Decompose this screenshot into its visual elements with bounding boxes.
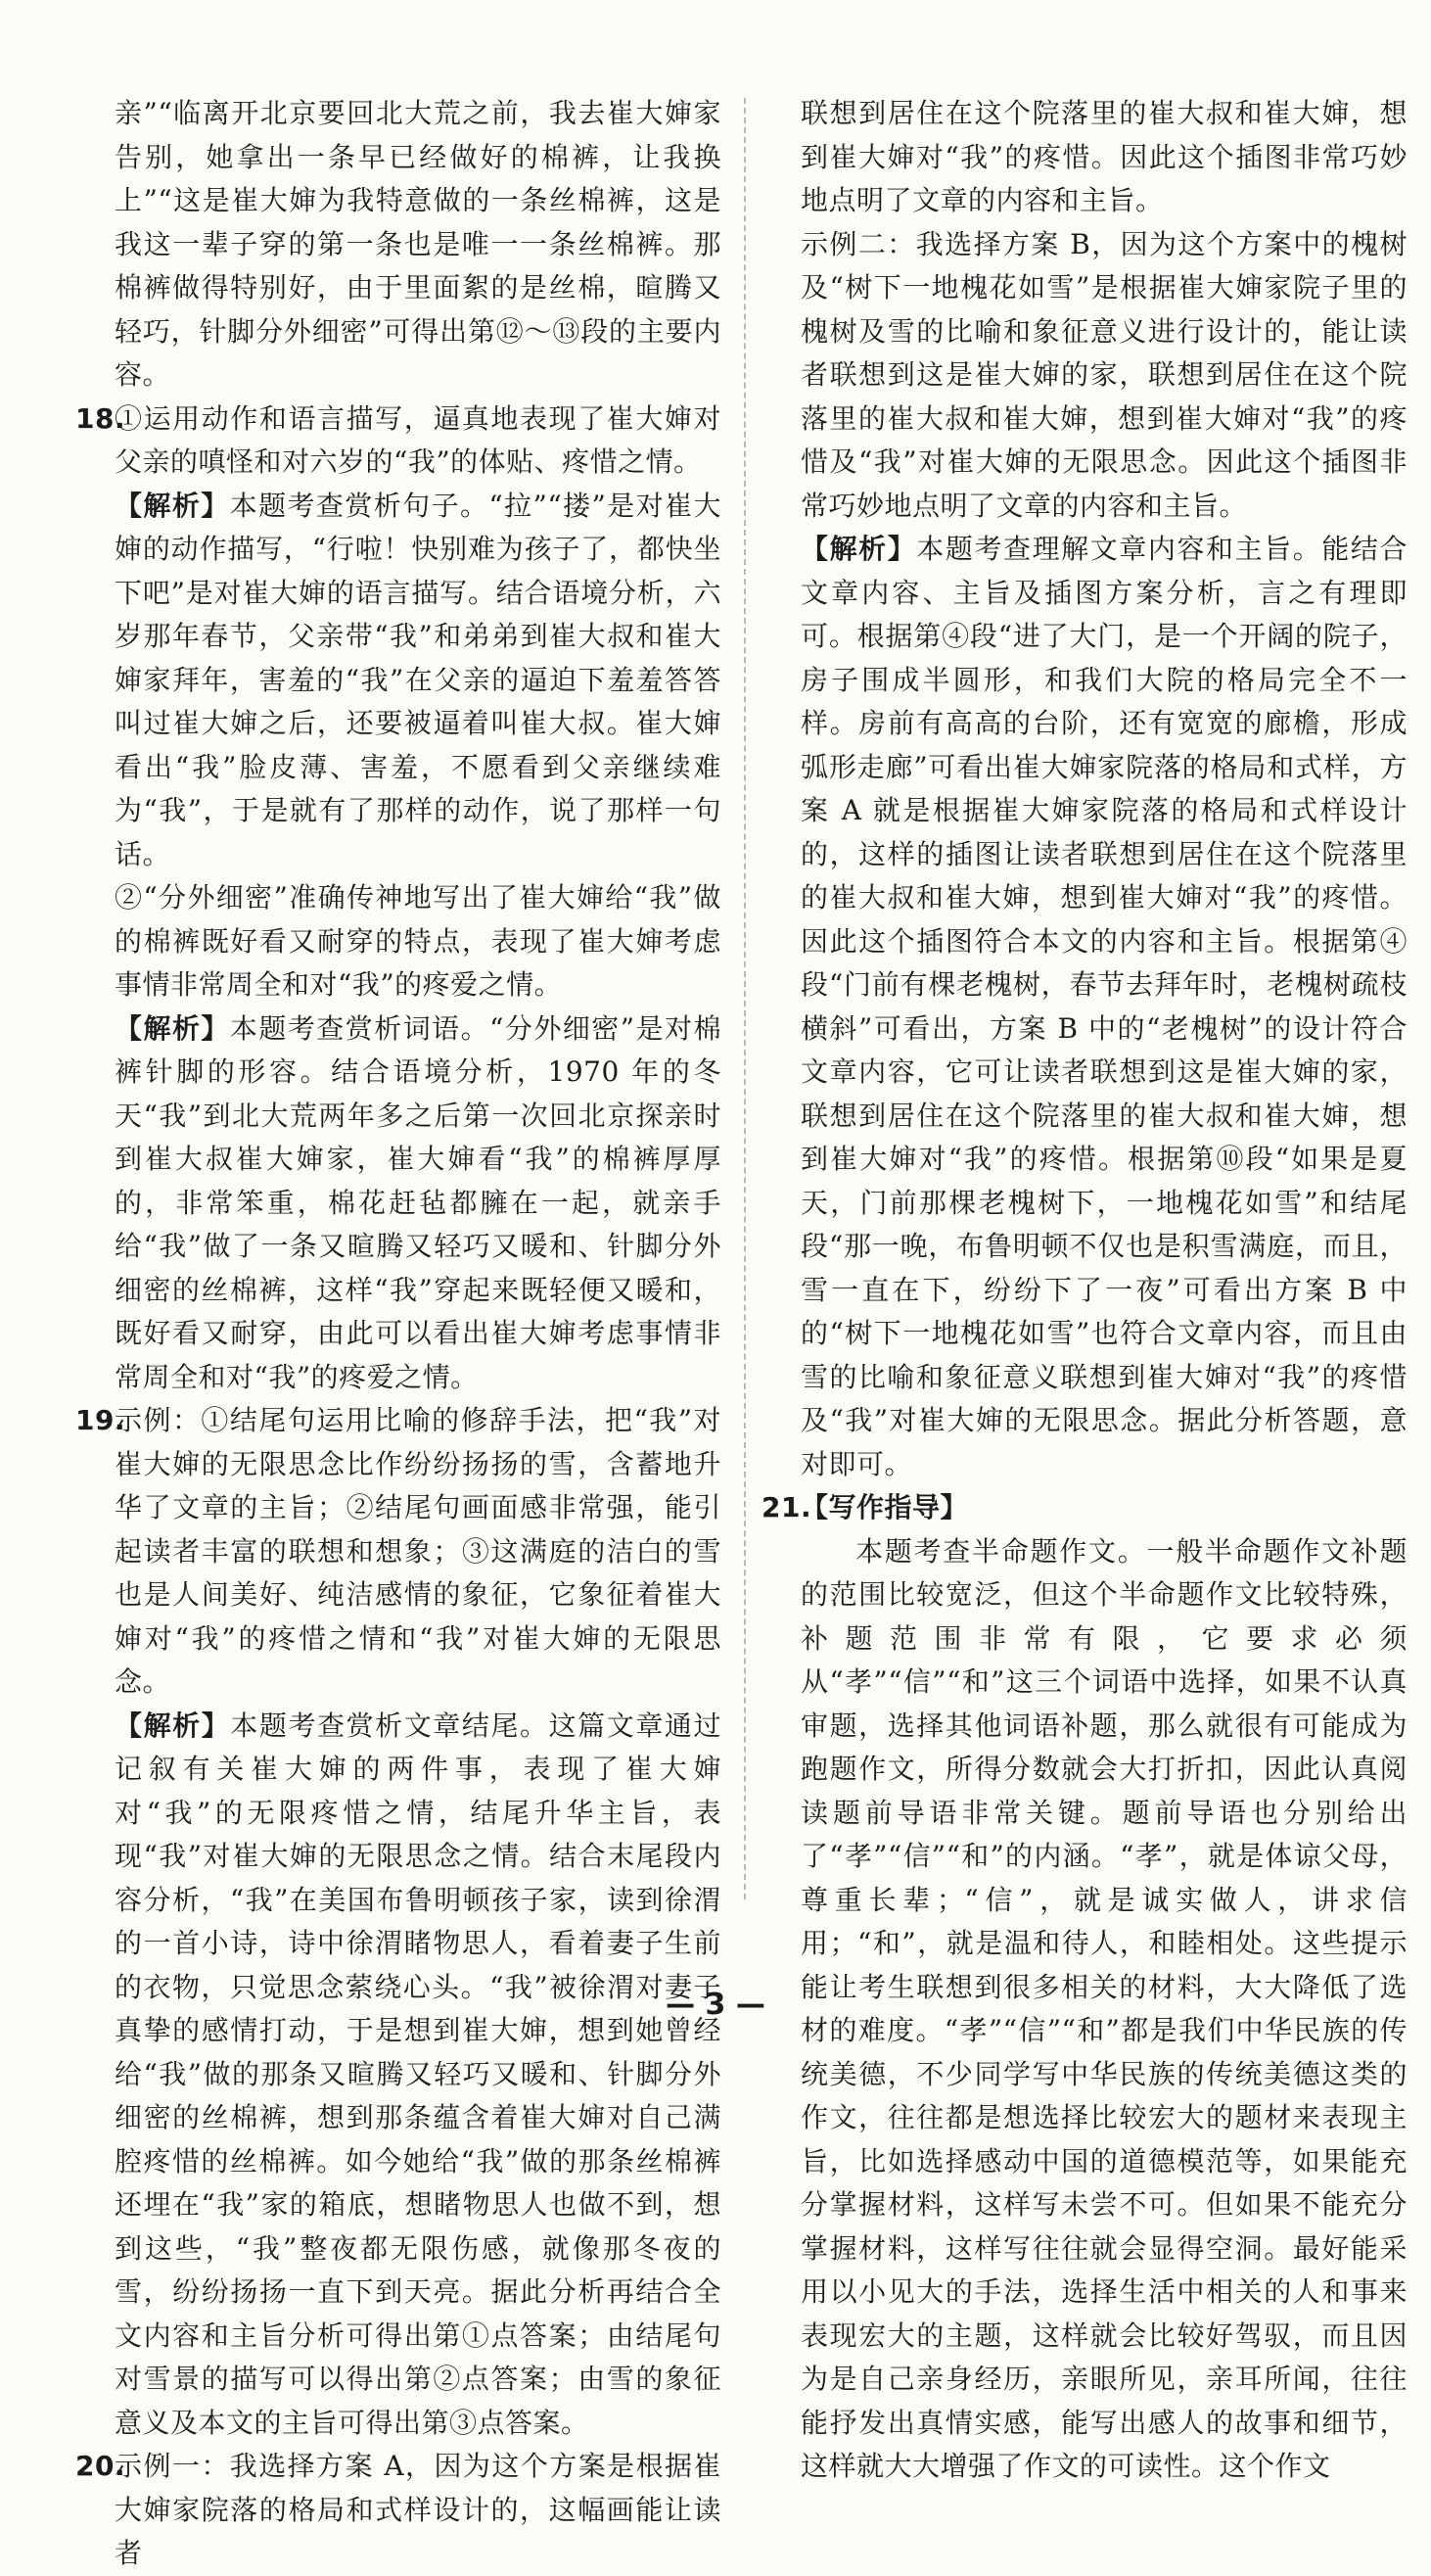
q20-example-2: 示例二：我选择方案 B，因为这个方案中的槐树及“树下一地槐花如雪”是根据崔大婶家院子里的槐树及雪的比喻和象征意义进行设计的，能让读者联想到这是崔大婶的家，联想到居住在这个院落里的崔大叔和崔大婶，想到崔大婶对“我”的疼惜及“我”对崔大婶的无限思念。因此这个插图非常巧妙地点明了文章的内容和主旨。 — [801, 227, 1408, 522]
writing-guide-tag: 【写作指导】 — [801, 1491, 969, 1523]
q18-number: 18. — [75, 401, 126, 435]
analysis-tag: 【解析】 — [801, 533, 917, 565]
q18-analysis-2 — [115, 1007, 721, 1400]
q17-answer-tail: 亲”“临离开北京要回北大荒之前，我去崔大婶家告别，她拿出一条早已经做好的棉裤，让我换上”“这是崔大婶为我特意做的一条丝棉裤，这是我这一辈子穿的第一条也是唯一一条丝棉裤。那棉裤做得特别好，由于里面絮的是丝棉，暄腾又轻巧，针脚分外细密”可得出第⑫～⑬段的主要内容。 — [115, 97, 721, 391]
q19-number: 19. — [75, 1404, 126, 1436]
q18-answer-2: ②“分外细密”准确传神地写出了崔大婶给“我”做的棉裤既好看又耐穿的特点，表现了崔大婶考虑事情非常周全和对“我”的疼爱之情。 — [115, 881, 721, 1001]
q21-heading — [801, 1486, 1408, 1530]
page-number: — 3 — — [666, 1988, 765, 2022]
q20-example-1-end: 联想到居住在这个院落里的崔大叔和崔大婶，想到崔大婶对“我”的疼惜。因此这个插图非常巧妙地点明了文章的内容和主旨。 — [801, 97, 1408, 216]
analysis-tag: 【解析】 — [115, 489, 230, 522]
q21-number: 21. — [762, 1491, 812, 1523]
q18-answer-1: ①运用动作和语言描写，逼真地表现了崔大婶对父亲的嗔怪和对六岁的“我”的体贴、疼惜之情。 — [115, 401, 721, 478]
q21-writing-guide-text: 本题考查半命题作文。一般半命题作文补题的范围比较宽泛，但这个半命题作文比较特殊，补题范围非常有限，它要求必须从“孝”“信”“和”这三个词语中选择，如果不认真审题，选择其他词语补题，那么就很有可能成为跑题作文，所得分数就会大打折扣，因此认真阅读题前导语非常关键。题前导语也分别给出了“孝”“信”“和”的内涵。“孝”，就是体谅父母，尊重长辈；“信”，就是诚实做人，讲求信用；“和”，就是温和待人，和睦相处。这些提示能让考生联想到很多相关的材料，大大降低了选材的难度。“孝”“信”“和”都是我们中华民族的传统美德，不少同学写中华民族的传统美德这类的作文，往往都是想选择比较宏大的题材来表现主旨，比如选择感动中国的道德模范等，如果能充分掌握材料，这样写未尝不可。但如果不能充分掌握材料，这样写往往就会显得空洞。最好能采用以小见大的手法，选择生活中相关的人和事来表现宏大的主题，这样就会比较好驾驭，而且因为是自己亲身经历，亲眼所见，亲耳所闻，往往能抒发出真情实感，能写出感人的故事和细节，这样就大大增强了作文的可读性。这个作文 — [801, 1534, 1408, 2482]
right-column — [762, 92, 1408, 2489]
q20-number: 20. — [75, 2450, 126, 2482]
column-divider — [744, 98, 746, 1899]
q18-analysis-1-text: 本题考查赏析句子。“拉”“搂”是对崔大婶的动作描写，“行啦！快别难为孩子了，都快坐下吧”是对崔大婶的语言描写。结合语境分析，六岁那年春节，父亲带“我”和弟弟到崔大叔和崔大婶家拜年，害羞的“我”在父亲的逼迫下羞羞答答叫过崔大婶之后，还要被逼着叫崔大叔。崔大婶看出“我”脸皮薄、害羞，不愿看到父亲继续难为“我”，于是就有了那样的动作，说了那样一句话。 — [115, 489, 721, 870]
analysis-tag: 【解析】 — [115, 1011, 230, 1045]
q18-analysis-2-text: 本题考查赏析词语。“分外细密”是对棉裤针脚的形容。结合语境分析，1970 年的冬天“我”到北大荒两年多之后第一次回北京探亲时到崔大叔崔大婶家，崔大婶看“我”的棉裤厚厚的，非常笨重，棉花赶毡都臃在一起，就亲手给“我”做了一条又暄腾又轻巧又暖和、针脚分外细密的丝棉裤，这样“我”穿起来既轻便又暖和，既好看又耐穿，由此可以看出崔大婶考虑事情非常周全和对“我”的疼爱之情。 — [115, 1011, 721, 1393]
q20-analysis — [801, 528, 1408, 1486]
q19-analysis-text: 本题考查赏析文章结尾。这篇文章通过记叙有关崔大婶的两件事，表现了崔大婶对“我”的无限疼惜之情，结尾升华主旨，表现“我”对崔大婶的无限思念之情。结合末尾段内容分析，“我”在美国布鲁明顿孩子家，读到徐渭的一首小诗，诗中徐渭睹物思人，看着妻子生前的衣物，只觉思念萦绕心头。“我”被徐渭对妻子真挚的感情打动，于是想到崔大婶，想到她曾经给“我”做的那条又暄腾又轻巧又暖和、针脚分外细密的丝棉裤，想到那条蕴含着崔大婶对自己满腔疼惜的丝棉裤。如今她给“我”做的那条丝棉裤还埋在“我”家的箱底，想睹物思人也做不到，想到这些，“我”整夜都无限伤感，就像那冬夜的雪，纷纷扬扬一直下到天亮。据此分析再结合全文内容和主旨分析可得出第①点答案；由结尾句对雪景的描写可以得出第②点答案；由雪的象征意义及本文的主旨可得出第③点答案。 — [115, 1709, 721, 2439]
left-column — [75, 92, 721, 2576]
q19-block — [75, 1399, 721, 2445]
q18-block — [75, 398, 721, 1400]
q19-analysis — [115, 1705, 721, 2446]
q20-example-1-start: 示例一：我选择方案 A，因为这个方案是根据崔大婶家院落的格局和式样设计的，这幅画能让读者 — [115, 2450, 721, 2569]
q20-analysis-text: 本题考查理解文章内容和主旨。能结合文章内容、主旨及插图方案分析，言之有理即可。根据第④段“进了大门，是一个开阔的院子，房子围成半圆形，和我们大院的格局完全不一样。房前有高高的台阶，还有宽宽的廊檐，形成弧形走廊”可看出崔大婶家院落的格局和式样，方案 A 就是根据崔大婶家院落的格局和式样设计的，这样的插图让读者联想到居住在这个院落里的崔大叔和崔大婶，想到崔大婶对“我”的疼惜。因此这个插图符合本文的内容和主旨。根据第④段“门前有棵老槐树，春节去拜年时，老槐树疏枝横斜”可看出，方案 B 中的“老槐树”的设计符合文章内容，它可让读者联想到这是崔大婶的家，联想到居住在这个院落里的崔大叔和崔大婶，想到崔大婶对“我”的疼惜。根据第⑩段“如果是夏天，门前那棵老槐树下，一地槐花如雪”和结尾段“那一晚，布鲁明顿不仅也是积雪满庭，而且，雪一直在下，纷纷下了一夜”可看出方案 B 中的“树下一地槐花如雪”也符合文章内容，而且由雪的比喻和象征意义联想到崔大婶对“我”的疼惜及“我”对崔大婶的无限思念。据此分析答题，意对即可。 — [801, 533, 1408, 1480]
q18-analysis-1 — [115, 485, 721, 877]
q20-block-start — [75, 2445, 721, 2576]
analysis-tag: 【解析】 — [115, 1709, 231, 1742]
q19-answer: 示例：①结尾句运用比喻的修辞手法，把“我”对崔大婶的无限思念比作纷纷扬扬的雪，含蓄地升华了文章的主旨；②结尾句画面感非常强，能引起读者丰富的联想和想象；③这满庭的洁白的雪也是人间美好、纯洁感情的象征，它象征着崔大婶对“我”的疼惜之情和“我”对崔大婶的无限思念。 — [115, 1404, 721, 1698]
